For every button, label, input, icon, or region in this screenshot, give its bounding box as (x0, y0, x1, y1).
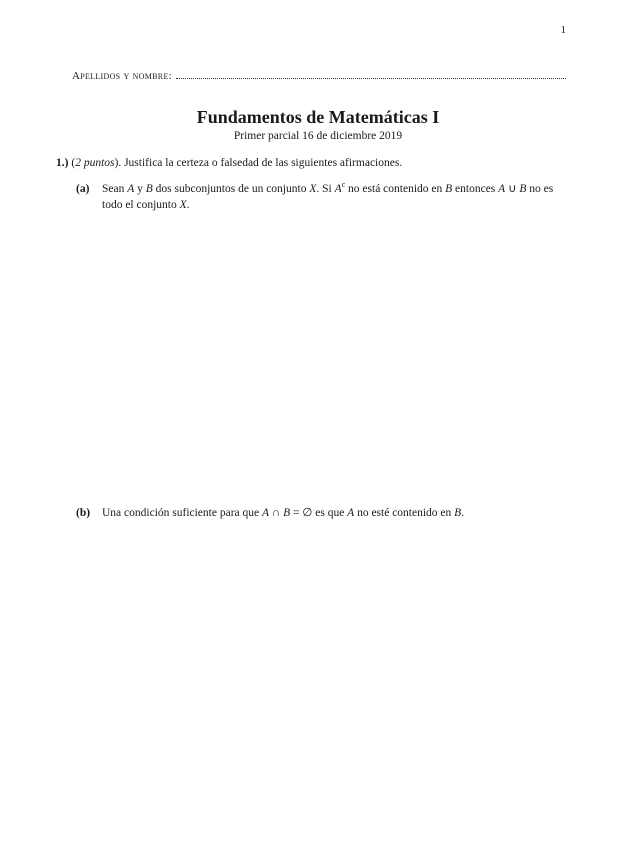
exam-title: Fundamentos de Matemáticas I (196, 107, 440, 127)
points-close: ). (114, 157, 122, 169)
points-open: ( (71, 157, 76, 169)
exercise-instruction: Justifica la certeza o falsedad de las siguientes afirmaciones. (124, 157, 403, 169)
item-b-text: Una condición suficiente para que A ∩ B = ∅ es que A no esté contenido en B. (102, 507, 465, 519)
name-field-line[interactable] (72, 70, 566, 82)
exercise-number: 1.) (56, 157, 69, 169)
name-dotted-line[interactable] (176, 70, 566, 79)
name-label: Apellidos y nombre: (72, 70, 172, 82)
item-b-label: (b) (76, 507, 91, 519)
item-a-label: (a) (76, 183, 90, 195)
item-a (76, 181, 570, 213)
item-b (76, 505, 570, 521)
exam-subtitle: Primer parcial 16 de diciembre 2019 (233, 130, 403, 142)
exercise-1-statement (56, 156, 576, 171)
exercise-points: 2 puntos (75, 157, 115, 169)
page-number: 1 (560, 24, 566, 36)
item-a-text: Sean A y B dos subconjuntos de un conjunto X. Si $A^c$ no está contenido en B entonces A ∪ B no es todo el conjunto X. (102, 180, 554, 211)
